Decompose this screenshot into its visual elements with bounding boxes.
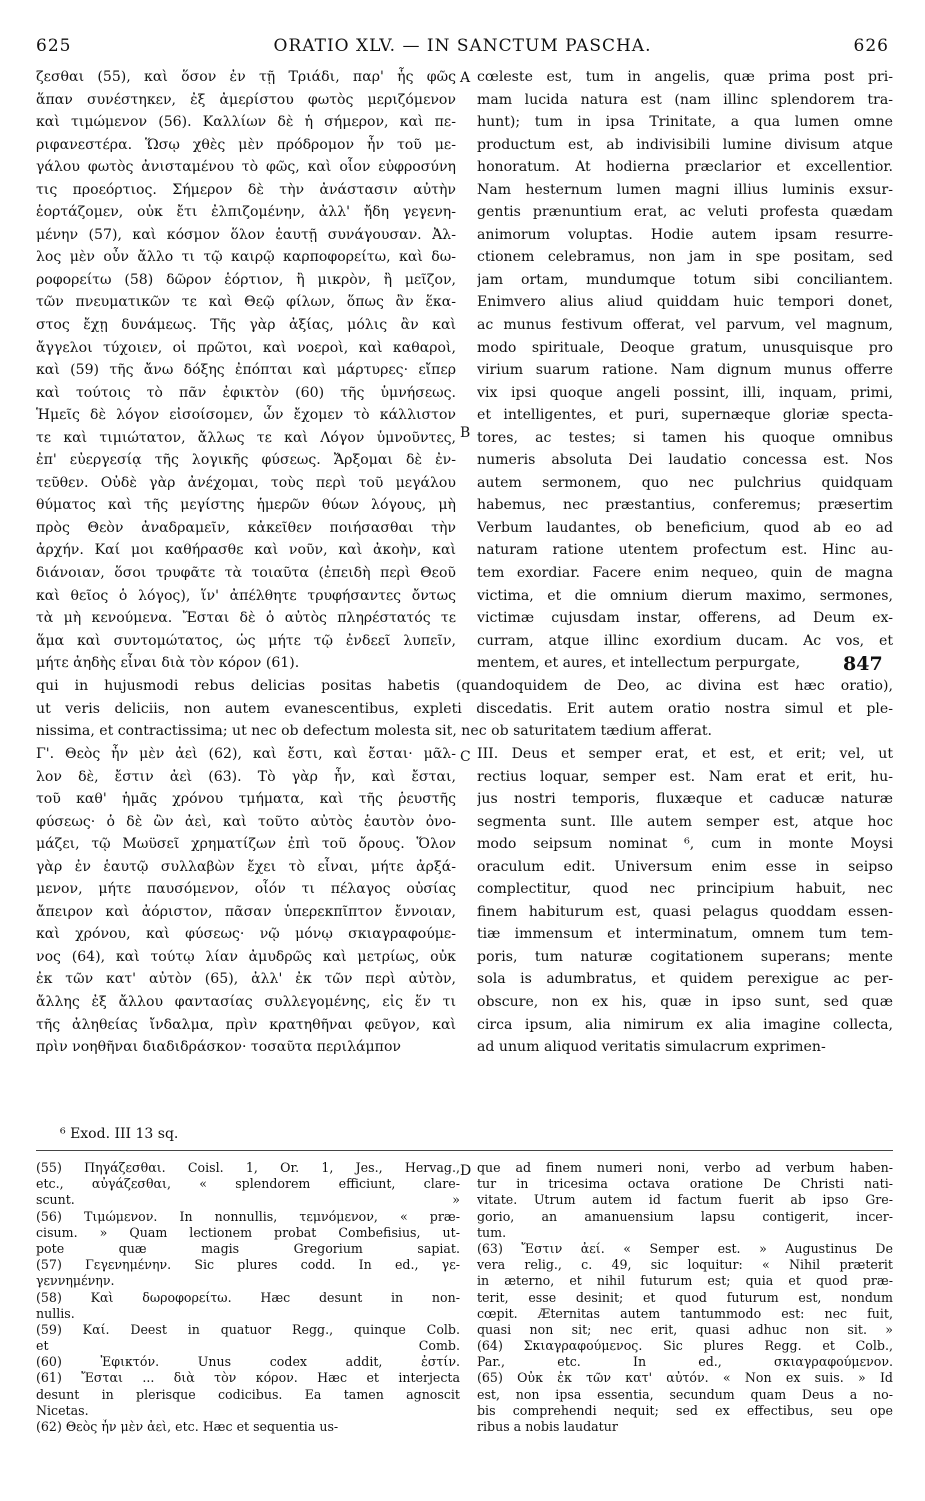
note-line: bis comprehendi nequit; sed ex effectibus, seu ope	[477, 1402, 893, 1418]
greek-text-line: ζεσθαι (55), καὶ ὅσον ἐν τῇ Τριάδι, παρ' ἧς φῶς	[36, 69, 456, 85]
note-line: in æterno, et nihil futurum est; quia et quod præ-	[477, 1273, 893, 1289]
latin-text-line: tem exordiar. Facere enim nequeo, quin de magna	[477, 565, 893, 582]
latin-text-line: autem sermonem, quo nec pulchrius quidquam	[477, 474, 893, 491]
notes-divider	[36, 1150, 893, 1151]
latin-column-bottom	[477, 743, 893, 1059]
greek-text-line: Γ'. Θεὸς ἦν μὲν ἀεὶ (62), καὶ ἔστι, καὶ ἔσται· μᾶλ-	[36, 746, 456, 762]
margin-letter-d: D	[460, 1163, 472, 1179]
note-line: (61) Ἔσται ... διὰ τὸν κόρον. Hæc et interjecta	[36, 1370, 460, 1386]
latin-text-line: tores, ac testes; si tamen his quoque omnibus	[477, 429, 893, 446]
note-line: (65) Οὐκ ἐκ τῶν κατ' αὐτόν. « Non ex suis. » Id	[477, 1370, 893, 1386]
latin-text-line: complectitur, quod nec principium habuit, nec	[477, 881, 893, 898]
latin-text-line: naturam ratione utentem profectum est. Hinc au-	[477, 542, 893, 559]
note-line: (63) Ἔστιν ἀεί. « Semper est. » Augustinus De	[477, 1240, 893, 1256]
greek-text-line: μενον, μήτε παυσόμενον, οἷόν τι πέλαγος οὐσίας	[36, 881, 456, 898]
latin-text-line: ctionem celebramus, non jam in spe positam, sed	[477, 249, 893, 266]
page-number-right: 626	[853, 36, 889, 56]
greek-text-line: Ἡμεῖς δὲ λόγον εἰσοίσομεν, ὧν ἔχομεν τὸ κάλλιστον	[36, 407, 456, 424]
note-line: (64) Σκιαγραφούμενος. Sic plures Regg. et Colb.,	[477, 1338, 893, 1354]
greek-column-top	[36, 66, 456, 675]
latin-text-line: Nam hesternum lumen magni illius luminis exsur-	[477, 181, 893, 198]
latin-text-line: numeris absoluta Dei laudatio concessa est. Nos	[477, 452, 893, 469]
latin-text-line: finem habiturum est, quasi pelagus quoddam essen-	[477, 903, 893, 920]
note-line: γεννημένην.	[36, 1273, 115, 1289]
latin-text-line: oraculum edit. Universum enim esse in seipso	[477, 858, 893, 875]
note-line: que ad finem numeri noni, verbo ad verbum haben-	[477, 1160, 893, 1175]
column-number: 847	[843, 653, 883, 675]
greek-text-line: πρὶν νοηθῆναι διαδιδράσκον· τοσαῦτα περιλάμπον	[36, 1039, 401, 1056]
latin-text-line: modo spirituale, Deoque gratum, unusquisque pro	[477, 339, 893, 356]
greek-text-line: τῶν πνευματικῶν τε καὶ Θεῷ φίλων, ὅπως ἂν ἕκα-	[36, 294, 456, 311]
note-line: etc., αὐγάζεσθαι, « splendorem efficiunt, clare-	[36, 1176, 460, 1192]
note-line: vitate. Utrum autem id factum fuerit ab ipso Gre-	[477, 1192, 893, 1208]
latin-text-line: sola is adumbratus, et quidem perexigue ac per-	[477, 971, 893, 988]
margin-letter-c: C	[460, 749, 471, 765]
latin-text-line: gentis prænuntium erat, ac veluti profesta quædam	[477, 204, 893, 221]
greek-text-line: ἐπ' εὐεργεσίᾳ τῆς λογικῆς φύσεως. Ἄρξομαι δὲ ἐν-	[36, 452, 456, 469]
note-line: (62) Θεὸς ἦν μὲν ἀεὶ, etc. Hæc et sequentia us-	[36, 1419, 339, 1434]
full-text-line: ut veris deliciis, non autem evanescentibus, expleti discedatis. Erit autem oratio nostra simul et ple-	[36, 700, 893, 717]
greek-text-line: ἄλλης ἐξ ἄλλου φαντασίας συλλεγομένης, εἰς ἕν τι	[36, 994, 456, 1011]
latin-text-line: honoratum. At hodierna præclarior et excellentior.	[477, 159, 893, 176]
greek-text-line: διάνοιαν, ὅσοι τρυφᾶτε τὰ τοιαῦτα (ἐπειδὴ περὶ Θεοῦ	[36, 565, 456, 582]
latin-text-line: circa ipsum, alia nimirum ex alia imagine collecta,	[477, 1016, 893, 1033]
latin-text-line: victima, et die omnium dierum maximo, sermones,	[477, 587, 893, 604]
notes-left-column	[36, 1160, 460, 1435]
latin-column-top	[477, 66, 893, 675]
greek-text-line: ριφανεστέρα. Ὥσῳ χθὲς μὲν πρόδρομον ἦν τοῦ με-	[36, 136, 456, 153]
greek-text-line: ἄγγελοι τύχοιεν, οἱ πρῶτοι, καὶ νοεροὶ, καὶ καθαροὶ,	[36, 339, 456, 356]
latin-text-line: vix ipsi quoque angeli possint, illi, inquam, primi,	[477, 384, 893, 401]
note-line: (55) Πηγάζεσθαι. Coisl. 1, Or. 1, Jes., Hervag.,	[36, 1160, 460, 1175]
page-number-left: 625	[36, 36, 72, 56]
note-line: pote quæ magis Gregorium sapiat.	[36, 1240, 460, 1256]
greek-text-line: μάζει, τῷ Μωϋσεῖ χρηματίζων ἐπὶ τοῦ ὄρους. Ὅλον	[36, 836, 456, 853]
greek-text-line: καὶ θεῖος ὁ λόγος), ἵν' ἀπέλθητε τρυφήσαντες ὄντως	[36, 587, 456, 604]
greek-text-line: πρὸς Θεὸν ἀναδραμεῖν, κἀκεῖθεν ποιήσασθαι τὴν	[36, 519, 456, 536]
full-width-latin	[36, 675, 893, 743]
note-line: tum.	[477, 1224, 507, 1240]
note-line: gorio, an amanuensium lapsu contigerit, incer-	[477, 1208, 893, 1224]
full-text-line: qui in hujusmodi rebus delicias positas habetis (quandoquidem de Deo, ac divina est hæc oratio),	[36, 678, 893, 694]
greek-text-line: ἄπειρον καὶ ἀόριστον, πᾶσαν ὑπερεκπῖπτον ἔννοιαν,	[36, 903, 456, 920]
margin-letter-b: B	[460, 425, 471, 441]
greek-text-line: μήτε ἀηδὴς εἶναι διὰ τὸν κόρον (61).	[36, 655, 300, 672]
greek-text-line: ἅμα καὶ συντομώτατος, ὡς μήτε τῷ ἐνδεεῖ λυπεῖν,	[36, 632, 456, 649]
note-line: (56) Τιμώμενον. In nonnullis, τεμνόμενον, « præ-	[36, 1208, 460, 1224]
greek-text-line: τῆς ἀληθείας ἴνδαλμα, πρὶν κρατηθῆναι φεῦγον, καὶ	[36, 1016, 456, 1033]
latin-text-line: ac munus festivum offerat, vel parvum, vel magnum,	[477, 317, 893, 334]
greek-text-line: γὰρ ἐν ἑαυτῷ συλλαβὼν ἔχει τὸ εἶναι, μήτε ἀρξά-	[36, 858, 456, 875]
greek-text-line: τεῦθεν. Οὐδὲ γὰρ ἀνέχομαι, τοὺς περὶ τοῦ μεγάλου	[36, 474, 456, 491]
margin-letter-a: A	[460, 70, 471, 86]
greek-text-line: τοῦ καθ' ἡμᾶς χρόνου τμήματα, καὶ τῆς ῥευστῆς	[36, 791, 456, 808]
note-line: scunt. »	[36, 1192, 460, 1208]
greek-text-line: τὰ μὴ κενούμενα. Ἔσται δὲ ὁ αὐτὸς πληρέστατός τε	[36, 610, 456, 627]
note-line: desunt in plerisque codicibus. Ea tamen agnoscit	[36, 1386, 460, 1402]
latin-text-line: poris, tum naturæ cogitationem superans; mente	[477, 948, 893, 965]
greek-text-line: γάλου φωτὸς ἀνισταμένου τὸ φῶς, καὶ οἷον εὐφροσύνη	[36, 159, 456, 176]
latin-text-line: jus nostri temporis, fluxæque et caducæ naturæ	[477, 791, 893, 808]
latin-text-line: cœleste est, tum in angelis, quæ prima post pri-	[477, 69, 893, 85]
latin-text-line: jam ortam, mundumque totum sibi conciliantem.	[477, 271, 893, 288]
latin-text-line: animorum voluptas. Hodie autem ipsam resurre-	[477, 226, 893, 243]
note-line: quasi non sit; nec erit, quasi adhuc non sit. »	[477, 1321, 893, 1337]
greek-text-line: ἑορτάζομεν, οὐκ ἔτι ἐλπιζομένην, ἀλλ' ἤδη γεγενη-	[36, 204, 456, 221]
note-line: et Comb.	[36, 1338, 460, 1354]
latin-text-line: segmenta sunt. Ille autem semper est, atque hoc	[477, 813, 893, 830]
latin-text-line: mam lucida natura est (nam illinc splendorem tra-	[477, 91, 893, 108]
greek-text-line: ροφορείτω (58) δῶρον ἑόρτιον, ἢ μικρὸν, ἢ μεῖζον,	[36, 271, 456, 288]
note-line: nullis.	[36, 1305, 75, 1321]
latin-text-line: curram, atque illinc exordium ducam. Ac vos, et	[477, 632, 893, 649]
greek-text-line: τε καὶ τιμιώτατον, ἄλλως τε καὶ Λόγον ὑμνοῦντες,	[36, 429, 456, 446]
latin-text-line: et intelligentes, et puri, supernæque gloriæ specta-	[477, 407, 893, 424]
greek-text-line: μένην (57), καὶ κόσμον ὅλον ἑαυτῇ συνάγουσαν. Ἀλ-	[36, 226, 456, 243]
greek-text-line: θύματος καὶ τῆς μεγίστης ἡμερῶν θύων λόγους, μὴ	[36, 497, 456, 514]
page-header	[36, 36, 889, 62]
greek-text-line: νος (64), καὶ τούτῳ λίαν ἀμυδρῶς καὶ μετρίως, οὐκ	[36, 948, 456, 965]
latin-text-line: productum est, ab indivisibili lumine divisum atque	[477, 136, 893, 153]
latin-text-line: tiæ immensum et interminatum, omnem tum tem-	[477, 926, 893, 943]
latin-text-line: mentem, et aures, et intellectum perpurgate,	[477, 655, 801, 672]
note-line: (59) Καί. Deest in quatuor Regg., quinque Colb.	[36, 1321, 460, 1337]
latin-text-line: obscure, non ex his, quæ in ipso sunt, sed quæ	[477, 994, 893, 1011]
greek-text-line: καὶ τούτοις τὸ πᾶν ἐφικτὸν (60) τῆς ὑμνήσεως.	[36, 384, 456, 401]
greek-text-line: ἐκ τῶν κατ' αὐτὸν (65), ἀλλ' ἐκ τῶν περὶ αὐτὸν,	[36, 971, 456, 988]
latin-text-line: victimæ cujusdam instar, offerens, ad Deum ex-	[477, 610, 893, 627]
greek-text-line: λος μὲν οὖν ἄλλο τι τῷ καιρῷ καρποφορείτω, καὶ δω-	[36, 249, 456, 266]
latin-text-line: Enimvero alius aliud quiddam huic tempori donet,	[477, 294, 893, 311]
note-line: Par., etc. In ed., σκιαγραφούμενον.	[477, 1354, 893, 1370]
full-text-line: nissima, et contractissima; ut nec ob defectum molesta sit, nec ob saturitatem tædium afferat.	[36, 723, 713, 740]
latin-text-line: modo seipsum nominat ⁶, cum in monte Moysi	[477, 836, 893, 853]
latin-text-line: rectius loquar, semper est. Nam erat et erit, hu-	[477, 768, 893, 785]
note-line: (60) Ἐφικτόν. Unus codex addit, ἐστίν.	[36, 1354, 460, 1370]
latin-text-line: Verbum laudantes, ob beneficium, quod ab eo ad	[477, 519, 893, 536]
greek-text-line: καὶ τιμώμενον (56). Καλλίων δὲ ἡ σήμερον, καὶ πε-	[36, 114, 456, 131]
note-line: (57) Γεγενημένην. Sic plures codd. In ed., γε-	[36, 1257, 460, 1273]
greek-text-line: φύσεως· ὁ δὲ ὢν ἀεὶ, καὶ τοῦτο αὐτὸς ἑαυτὸν ὀνο-	[36, 813, 456, 830]
greek-text-line: ἅπαν συνέστηκεν, ἐξ ἀμερίστου φωτὸς μεριζόμενον	[36, 91, 456, 108]
latin-text-line: III. Deus et semper erat, et est, et erit; vel, ut	[477, 746, 893, 762]
note-line: Nicetas.	[36, 1402, 89, 1418]
note-line: (58) Καὶ δωροφορείτω. Hæc desunt in non-	[36, 1289, 460, 1305]
note-line: terit, esse desinit; et quod futurum est, nondum	[477, 1289, 893, 1305]
note-line: ribus a nobis laudatur	[477, 1419, 618, 1434]
latin-text-line: hunt); tum in ipsa Trinitate, a qua lumen omne	[477, 114, 893, 131]
scripture-footnote: ⁶ Exod. III 13 sq.	[60, 1126, 179, 1142]
greek-text-line: καὶ (59) τῆς ἄνω δόξης ἐπόπται καὶ μάρτυρες· εἴπερ	[36, 362, 456, 379]
notes-right-column	[477, 1160, 893, 1435]
greek-text-line: στος ἔχῃ δυνάμεως. Τῆς γὰρ ἀξίας, μόλις ἂν καὶ	[36, 317, 456, 334]
note-line: cœpit. Æternitas autem tantummodo est: nec fuit,	[477, 1305, 893, 1321]
latin-text-line: ad unum aliquod veritatis simulacrum exprimen-	[477, 1039, 826, 1056]
note-line: vera relig., c. 49, sic loquitur: « Nihil præterit	[477, 1257, 893, 1273]
latin-text-line: habemus, nec præstantius, conferemus; præsertim	[477, 497, 893, 514]
greek-text-line: λον δὲ, ἔστιν ἀεὶ (63). Τὸ γὰρ ἦν, καὶ ἔσται,	[36, 768, 456, 785]
running-title: ORATIO XLV. — IN SANCTUM PASCHA.	[273, 36, 652, 56]
greek-column-bottom	[36, 743, 456, 1059]
note-line: tur in tricesima octava oratione De Christi nati-	[477, 1176, 893, 1192]
greek-text-line: ἀρχήν. Καί μοι καθήρασθε καὶ νοῦν, καὶ ἀκοὴν, καὶ	[36, 542, 456, 559]
greek-text-line: καὶ χρόνου, καὶ φύσεως· νῷ μόνῳ σκιαγραφούμε-	[36, 926, 456, 943]
note-line: est, non ipsa essentia, secundum quam Deus a no-	[477, 1386, 893, 1402]
greek-text-line: τις προεόρτιος. Σήμερον δὲ τὴν ἀνάστασιν αὐτὴν	[36, 181, 456, 198]
note-line: cisum. » Quam lectionem probat Combefisius, ut-	[36, 1224, 460, 1240]
latin-text-line: virium suarum ratione. Nam dignum munus offerre	[477, 362, 893, 379]
